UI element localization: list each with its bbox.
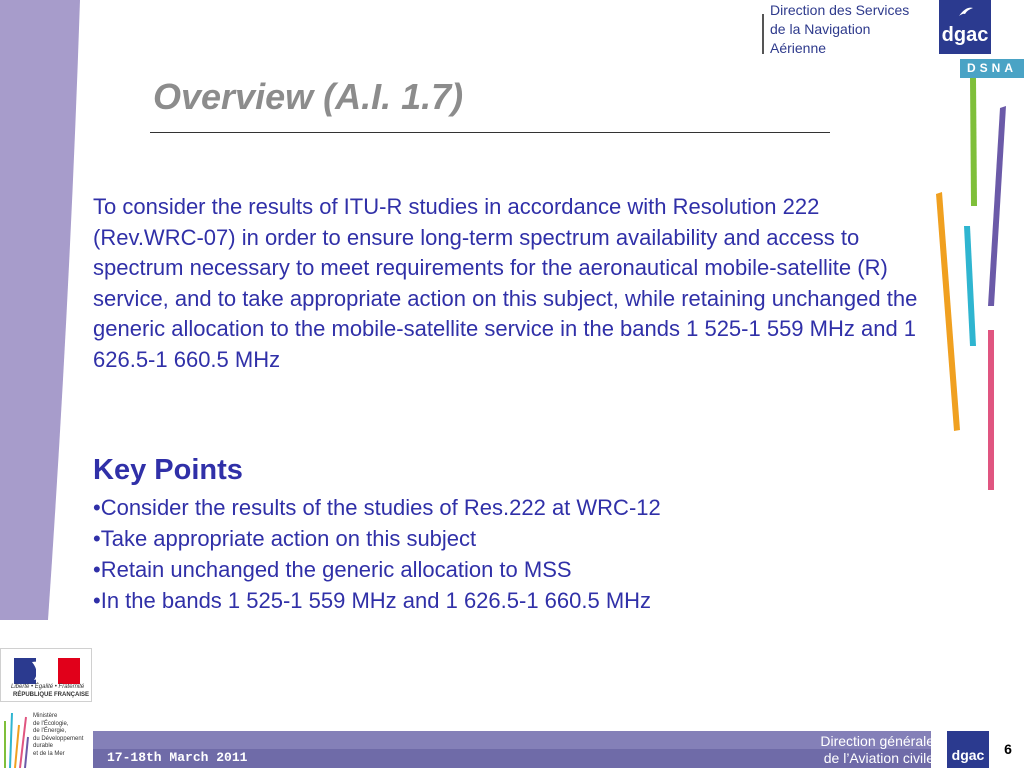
dsna-name-line: Direction des Services: [770, 2, 910, 18]
footer-dgac-name: [790, 733, 934, 767]
ministry-name: [33, 713, 83, 758]
key-points-list: [93, 492, 661, 616]
ministry-name-line: de l'Énergie,: [33, 728, 67, 734]
footer-date: 17-18th March 2011: [107, 750, 248, 765]
dgac-bird-icon: [957, 4, 975, 22]
footer-dgac-logo: [947, 731, 989, 768]
header-divider: [762, 14, 764, 54]
footer-dgac-line: de l’Aviation civile: [823, 750, 934, 766]
dsna-badge: DSNA: [960, 59, 1024, 78]
decorative-ribbons: [930, 78, 1024, 508]
overview-paragraph: To consider the results of ITU-R studies in accordance with Resolution 222 (Rev.WRC-07) in order to ensure long-term spectrum availability and access to spectrum necessary to meet requirements for the aeronautical mobile-satellite (R) service, and to take appropriate action on this subject, while retaining unchanged the generic allocation to the mobile-satellite service in the bands 1 525-1 559 MHz and 1 626.5-1 660.5 MHz: [93, 194, 918, 372]
marianne-flag-icon: [14, 658, 80, 684]
ministry-name-line: et de la Mer: [33, 750, 65, 757]
title-underline: [150, 132, 830, 133]
rf-motto: Liberté • Égalité • Fraternité: [11, 684, 85, 690]
page-number: 6: [1004, 741, 1012, 757]
ministry-name-line: du Développement: [33, 735, 84, 742]
ministry-lines-icon: [2, 707, 30, 768]
key-point-item: •Retain unchanged the generic allocation to MSS: [93, 557, 572, 582]
key-point-item: •Take appropriate action on this subject: [93, 526, 477, 551]
dsna-name-line: Aérienne: [770, 40, 827, 56]
dgac-logo: [939, 0, 991, 54]
key-points-heading: Key Points: [93, 454, 243, 486]
dgac-logo-text: dgac: [941, 24, 989, 46]
dsna-organization-name: [770, 1, 909, 58]
ministry-name-line: de l'Écologie,: [33, 720, 69, 727]
ministry-logo: [0, 703, 92, 768]
footer-dgac-logo-text: dgac: [951, 747, 985, 763]
ministry-name-line: durable: [33, 743, 54, 749]
dsna-name-line: de la Navigation: [770, 21, 871, 37]
key-point-item: •In the bands 1 525-1 559 MHz and 1 626.5-1 660.5 MHz: [93, 588, 652, 613]
key-point-item: •Consider the results of the studies of Res.222 at WRC-12: [93, 495, 661, 520]
republique-francaise-logo: [0, 648, 92, 702]
rf-name: RÉPUBLIQUE FRANÇAISE: [13, 692, 90, 698]
slide-title: Overview (A.I. 1.7): [153, 76, 464, 117]
footer-dgac-line: Direction générale: [820, 733, 934, 749]
ministry-name-line: Ministère: [33, 713, 58, 719]
